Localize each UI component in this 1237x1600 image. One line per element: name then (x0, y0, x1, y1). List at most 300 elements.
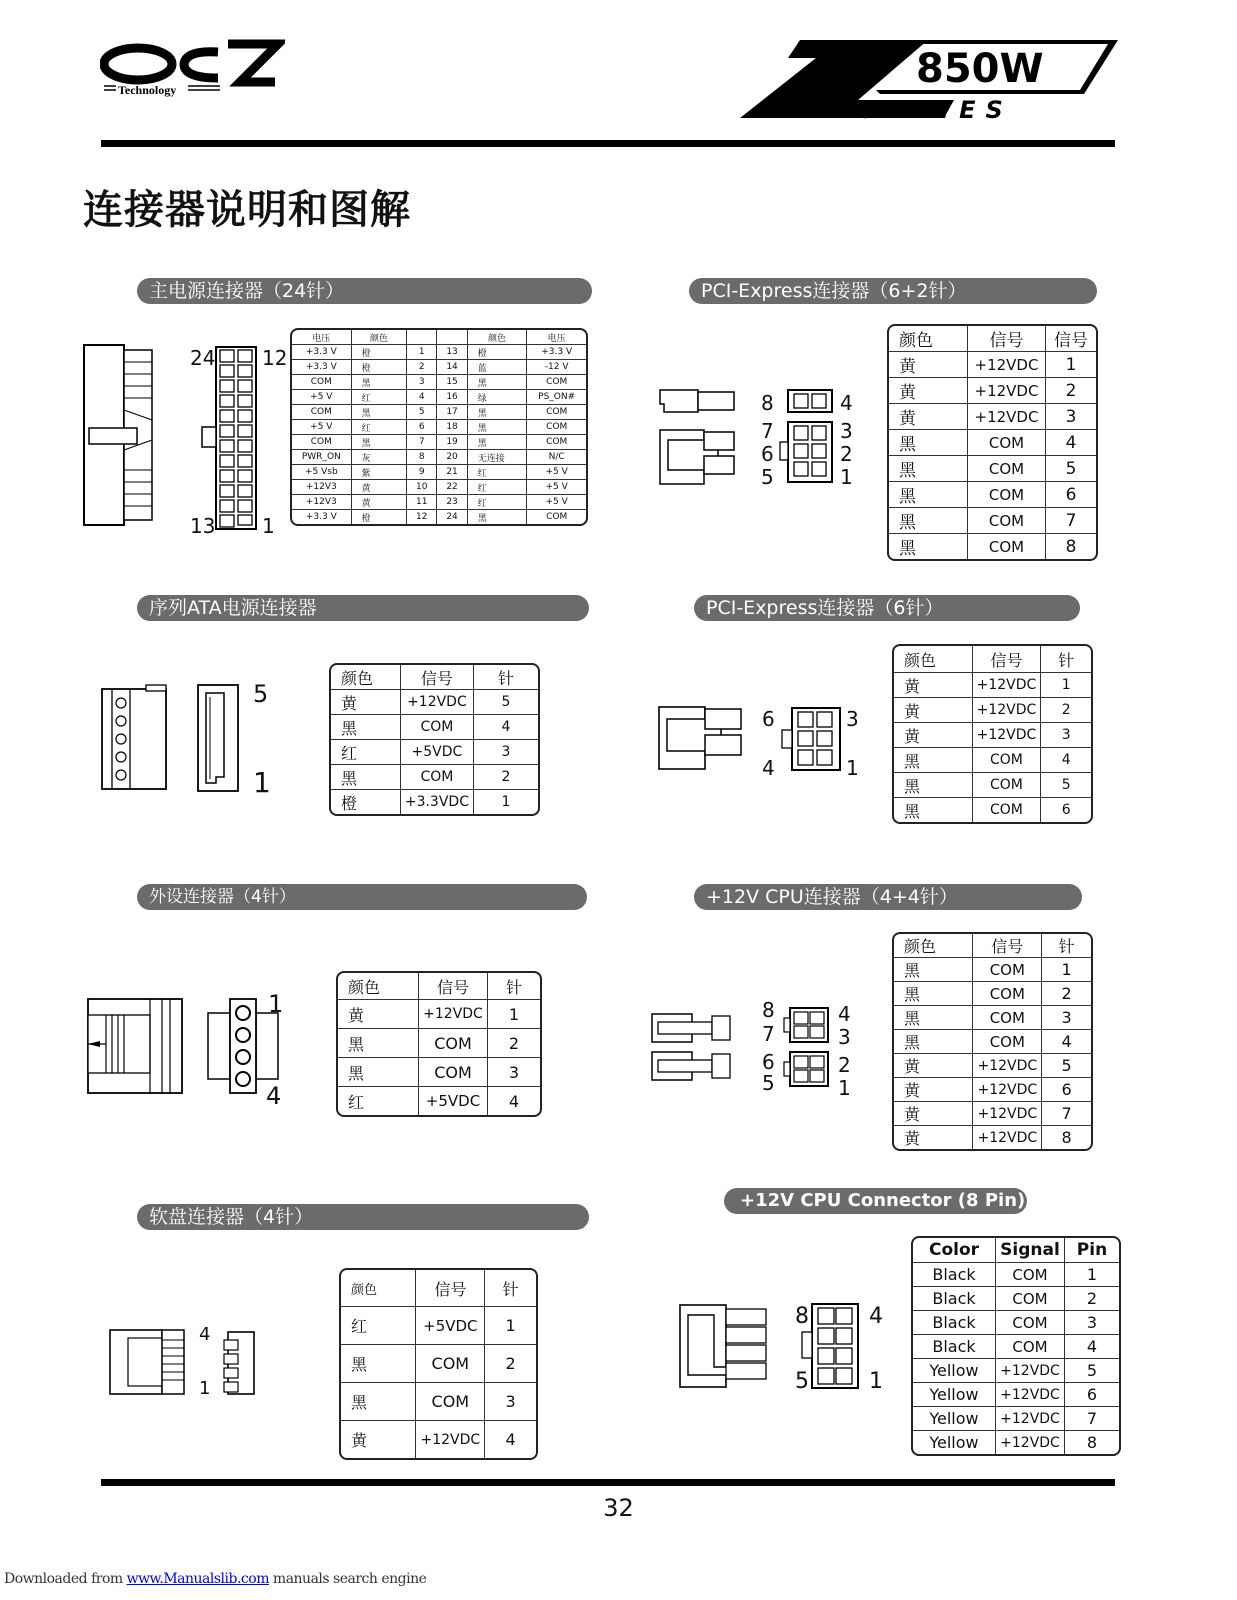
table-cell: 红 (338, 1087, 419, 1115)
table-cell: COM (973, 748, 1042, 773)
svg-text:Technology: Technology (118, 83, 177, 97)
table-cell: 3 (407, 375, 437, 390)
pin-label: 1 (262, 514, 275, 538)
table-row (292, 390, 586, 405)
table-cell: +3.3 V (292, 510, 352, 524)
table-row (292, 375, 586, 390)
table-cell: N/C (527, 450, 586, 465)
table-cell: 黑 (338, 1058, 419, 1087)
table-cell: +12VDC (416, 1421, 485, 1458)
table-row (913, 1263, 1119, 1287)
table-cell: Black (913, 1263, 996, 1287)
table-header-row (894, 646, 1091, 673)
table-cell: 24 (437, 510, 467, 524)
section-title-cpu-4p4: +12V CPU连接器（4+4针） (694, 884, 1082, 910)
table-cell: 5 (1042, 1054, 1091, 1078)
table-cell: COM (996, 1311, 1065, 1335)
pin-label: 4 (199, 1324, 211, 1345)
table-cell: Yellow (913, 1359, 996, 1383)
table-header-cell: 针 (474, 665, 538, 690)
table-cell: COM (996, 1287, 1065, 1311)
table-cell: COM (527, 420, 586, 435)
table-cell: 红 (341, 1307, 416, 1345)
table-cell: 黄 (352, 480, 407, 495)
table-cell: COM (527, 435, 586, 450)
table-cell: COM (968, 456, 1046, 482)
table-cell: +5 V (527, 465, 586, 480)
table-row (889, 404, 1096, 430)
table-cell: 4 (407, 390, 437, 405)
pin-label: 2 (838, 1053, 851, 1077)
table-cell: +12VDC (973, 698, 1042, 723)
cpu-8-pinout-table (911, 1236, 1121, 1456)
table-cell: 黑 (352, 435, 407, 450)
pin-label: 1 (199, 1378, 211, 1399)
cpu-8-side-icon (678, 1303, 770, 1389)
table-cell: 20 (437, 450, 467, 465)
table-header-cell: 信号 (968, 326, 1046, 352)
table-cell: 黑 (894, 1030, 973, 1054)
table-cell: 黑 (331, 715, 401, 740)
table-cell: COM (419, 1029, 488, 1058)
pin-label: 3 (840, 419, 853, 443)
table-row (889, 456, 1096, 482)
table-cell: 黄 (894, 1126, 973, 1149)
section-title-main-power: 主电源连接器（24针） (137, 278, 592, 304)
table-row (331, 790, 538, 814)
table-cell: COM (968, 482, 1046, 508)
atx-24pin-face-icon (200, 345, 258, 531)
table-row (894, 673, 1091, 698)
table-cell: COM (996, 1335, 1065, 1359)
table-cell: +5 V (527, 480, 586, 495)
table-cell: 1 (485, 1307, 536, 1345)
table-cell: 18 (437, 420, 467, 435)
table-cell: 红 (331, 740, 401, 765)
table-cell: 黑 (889, 534, 968, 559)
pin-label: 6 (762, 1050, 775, 1074)
table-header-cell: 电压 (292, 330, 352, 345)
svg-text:SERIES: SERIES (858, 96, 1013, 124)
table-header-cell: 信号 (416, 1270, 485, 1307)
table-cell: 红 (352, 390, 407, 405)
table-row (292, 480, 586, 495)
table-cell: 紫 (352, 465, 407, 480)
footer-rule (101, 1479, 1115, 1486)
peripheral-side-icon (86, 997, 188, 1097)
table-row (889, 534, 1096, 559)
table-cell: +5 V (527, 495, 586, 510)
table-cell: 7 (1065, 1407, 1119, 1431)
pin-label: 2 (840, 442, 853, 466)
table-cell: COM (546, 512, 568, 522)
table-cell: 5 (1065, 1359, 1119, 1383)
pin-label: 5 (253, 680, 269, 708)
table-header-cell: 颜色 (889, 326, 968, 352)
table-cell: 黑 (894, 798, 973, 822)
table-cell: +3.3 V (292, 345, 352, 360)
table-header-cell: 颜色 (352, 330, 407, 345)
table-cell: 4 (1046, 430, 1096, 456)
pcie-6p2-pinout-table (887, 324, 1098, 561)
table-cell: 2 (1046, 378, 1096, 404)
table-row (889, 508, 1096, 534)
table-cell: COM (968, 430, 1046, 456)
table-row (292, 360, 586, 375)
table-cell: Black (913, 1311, 996, 1335)
table-cell: 2 (407, 360, 437, 375)
pin-label: 4 (762, 756, 775, 780)
table-cell: COM (416, 1345, 485, 1383)
table-cell: 8 (407, 450, 437, 465)
table-row (894, 958, 1091, 982)
table-cell: COM (996, 1263, 1065, 1287)
table-row (338, 1000, 540, 1029)
table-cell: +3.3 V (527, 345, 586, 360)
sata-pinout-table (329, 663, 540, 816)
table-cell: 黑 (468, 510, 528, 524)
table-cell: +3.3 V (292, 360, 352, 375)
table-row (331, 740, 538, 765)
table-cell: +5 V (292, 420, 352, 435)
table-cell: 绿 (468, 390, 528, 405)
table-cell: 4 (1065, 1335, 1119, 1359)
section-title-pcie-6: PCI-Express连接器（6针） (694, 595, 1080, 621)
table-cell: COM (401, 765, 474, 790)
table-cell: 黑 (889, 456, 968, 482)
table-cell: 黄 (889, 352, 968, 378)
table-cell: 4 (505, 1430, 516, 1449)
table-cell: +3.3VDC (401, 790, 474, 814)
table-cell: +12VDC (973, 723, 1042, 748)
pin-label: 7 (762, 1022, 775, 1046)
table-cell: 4 (1041, 748, 1091, 773)
table-cell: 1 (1046, 352, 1096, 378)
table-row (338, 1058, 540, 1087)
table-cell: +12VDC (996, 1431, 1065, 1454)
table-cell: +12V3 (292, 495, 352, 510)
table-header-cell: 电压 (527, 330, 586, 345)
table-cell: 黄 (894, 698, 973, 723)
table-cell: 1 (1065, 1263, 1119, 1287)
table-cell: COM (973, 773, 1042, 798)
page-title: 连接器说明和图解 (83, 187, 411, 233)
table-row (913, 1383, 1119, 1407)
table-cell: 橙 (468, 345, 528, 360)
table-cell: 黑 (468, 405, 528, 420)
table-cell: +12VDC (968, 352, 1046, 378)
table-cell: COM (419, 1058, 488, 1087)
table-cell: 17 (437, 405, 467, 420)
table-cell: 黑 (894, 982, 973, 1006)
table-cell: 8 (1061, 1128, 1072, 1147)
table-cell: Yellow (913, 1431, 996, 1454)
table-row (331, 690, 538, 715)
table-cell: 无连接 (468, 450, 528, 465)
table-row (292, 420, 586, 435)
table-cell: 13 (437, 345, 467, 360)
table-cell: 16 (437, 390, 467, 405)
table-header-row (292, 330, 586, 345)
pin-label: 4 (869, 1304, 883, 1329)
pin-label: 4 (838, 1002, 851, 1026)
pcie-6p2-side-icon (658, 388, 738, 488)
pin-label: 1 (253, 766, 271, 799)
table-cell: 黑 (889, 508, 968, 534)
table-cell: +12V3 (292, 480, 352, 495)
table-cell: COM (968, 534, 1046, 559)
table-cell: 黄 (894, 1078, 973, 1102)
table-cell: 21 (437, 465, 467, 480)
table-header-row (338, 973, 540, 1000)
pin-label: 5 (762, 1071, 775, 1095)
pin-label: 1 (268, 990, 284, 1018)
table-row (894, 1078, 1091, 1102)
pin-label: 4 (266, 1082, 282, 1110)
table-cell: 黑 (889, 430, 968, 456)
pin-label: 6 (761, 442, 774, 466)
table-cell: 4 (508, 1091, 520, 1111)
table-cell: COM (292, 405, 352, 420)
table-cell: +12VDC (973, 1102, 1042, 1126)
pcie-6-side-icon (657, 705, 747, 771)
ocz-technology-logo (100, 38, 285, 108)
table-row (338, 1029, 540, 1058)
footer-prefix: Downloaded from (4, 1571, 127, 1587)
table-row (913, 1335, 1119, 1359)
table-row (331, 715, 538, 740)
table-cell: Black (913, 1335, 996, 1359)
table-cell: COM (527, 375, 586, 390)
pin-label: 8 (761, 391, 774, 415)
pin-label: 8 (762, 998, 775, 1022)
table-cell: 19 (437, 435, 467, 450)
table-cell: COM (968, 508, 1046, 534)
pin-label: 3 (838, 1025, 851, 1049)
cpu-8-face-icon (800, 1302, 862, 1392)
table-cell: 15 (437, 375, 467, 390)
table-header-cell: 针 (1042, 934, 1091, 958)
page-number: 32 (603, 1494, 634, 1522)
section-title-peripheral: 外设连接器（4针） (137, 884, 587, 910)
pcie-6-pinout-table (892, 644, 1093, 824)
table-header-cell: 信号 (401, 665, 474, 690)
download-footer (4, 1571, 426, 1587)
table-header-row (331, 665, 538, 690)
table-row (292, 510, 586, 524)
floppy-pinout-table (339, 1268, 538, 1460)
table-cell: +12VDC (996, 1359, 1065, 1383)
manualslib-link[interactable]: www.Manualslib.com (126, 1571, 269, 1587)
table-cell: +12VDC (419, 1000, 488, 1029)
table-cell: 6 (1046, 482, 1096, 508)
table-cell: 2 (488, 1029, 540, 1058)
table-row (889, 430, 1096, 456)
pin-label: 4 (840, 391, 853, 415)
table-cell: 1 (1042, 958, 1091, 982)
table-cell: 22 (437, 480, 467, 495)
table-cell: 黄 (894, 723, 973, 748)
table-row (341, 1383, 536, 1421)
table-row (913, 1287, 1119, 1311)
table-cell: 3 (485, 1383, 536, 1421)
table-row (292, 495, 586, 510)
table-cell: 8 (1065, 536, 1077, 557)
table-cell: 黄 (331, 690, 401, 715)
table-row (894, 698, 1091, 723)
table-cell: 黑 (341, 1345, 416, 1383)
floppy-side-icon (108, 1326, 188, 1398)
table-cell: +5VDC (419, 1087, 488, 1115)
atx-24pin-side-icon (83, 340, 155, 532)
table-cell: +12VDC (401, 690, 474, 715)
table-cell: 11 (407, 495, 437, 510)
table-cell: 黑 (331, 765, 401, 790)
table-cell: 4 (474, 715, 538, 740)
table-header-cell: Color (913, 1238, 996, 1263)
sata-side-icon (100, 683, 170, 793)
table-header-cell: 信号 (973, 934, 1042, 958)
table-cell: COM (973, 958, 1042, 982)
table-cell: 黑 (894, 748, 973, 773)
table-cell: COM (973, 1006, 1042, 1030)
table-cell: 黑 (468, 435, 528, 450)
table-cell: 5 (1046, 456, 1096, 482)
table-cell: 10 (407, 480, 437, 495)
table-cell: 1 (501, 794, 511, 810)
table-cell: 7 (1042, 1102, 1091, 1126)
table-cell: 黄 (894, 673, 973, 698)
table-row (894, 723, 1091, 748)
table-cell: 黄 (894, 1102, 973, 1126)
table-cell: 黑 (468, 375, 528, 390)
table-row (894, 1030, 1091, 1054)
table-cell: +12VDC (996, 1383, 1065, 1407)
table-row (894, 1102, 1091, 1126)
table-cell: 黑 (341, 1383, 416, 1421)
table-cell: PS_ON# (527, 390, 586, 405)
peripheral-pinout-table (336, 971, 542, 1117)
table-header-row (889, 326, 1096, 352)
table-cell: 黑 (352, 375, 407, 390)
table-header-cell: 信号 (419, 973, 488, 1000)
table-cell: 7 (1046, 508, 1096, 534)
pin-label: 1 (846, 756, 859, 780)
pin-label: 1 (840, 465, 853, 489)
section-title-pcie-6p2: PCI-Express连接器（6+2针） (689, 278, 1097, 304)
table-row (341, 1307, 536, 1345)
table-cell: +5VDC (416, 1307, 485, 1345)
table-row (331, 765, 538, 790)
table-cell: 1 (407, 345, 437, 360)
table-cell: COM (973, 798, 1042, 822)
table-cell: +12VDC (973, 673, 1042, 698)
table-cell: 23 (437, 495, 467, 510)
table-header-cell: 颜色 (894, 934, 973, 958)
table-row (292, 465, 586, 480)
table-header-row (341, 1270, 536, 1307)
table-cell: 2 (474, 765, 538, 790)
table-header-cell: 针 (1041, 646, 1091, 673)
pin-label: 12 (262, 346, 288, 370)
sata-face-icon (196, 683, 242, 795)
svg-text:850W: 850W (916, 46, 1044, 92)
table-cell: +12VDC (968, 378, 1046, 404)
main-power-pinout-table (290, 328, 588, 526)
header-rule (101, 140, 1115, 147)
table-cell: 3 (1046, 404, 1096, 430)
table-cell: +12VDC (973, 1126, 1042, 1149)
table-row (292, 435, 586, 450)
table-row (894, 798, 1091, 822)
table-cell: 黑 (338, 1029, 419, 1058)
table-cell: 黄 (889, 404, 968, 430)
table-cell: 黑 (894, 773, 973, 798)
table-cell: 黑 (468, 420, 528, 435)
table-cell: COM (973, 982, 1042, 1006)
table-cell: Yellow (913, 1407, 996, 1431)
table-header-cell: Signal (996, 1238, 1065, 1263)
footer-suffix: manuals search engine (268, 1571, 427, 1587)
table-cell: 3 (488, 1058, 540, 1087)
table-cell: 橙 (352, 360, 407, 375)
table-header-cell: 颜色 (468, 330, 528, 345)
table-header-cell (437, 330, 467, 345)
table-header-row (913, 1238, 1119, 1263)
table-cell: 7 (407, 435, 437, 450)
pin-label: 5 (795, 1369, 809, 1394)
table-cell: COM (973, 1030, 1042, 1054)
pin-label: 24 (190, 346, 216, 370)
table-header-cell: 颜色 (894, 646, 973, 673)
table-cell: COM (292, 435, 352, 450)
section-title-sata: 序列ATA电源连接器 (137, 595, 589, 621)
table-row (913, 1359, 1119, 1383)
table-cell: 8 (1086, 1433, 1098, 1452)
table-cell: +5 V (292, 390, 352, 405)
table-cell: 1 (1041, 673, 1091, 698)
table-cell: 12 (407, 510, 437, 524)
table-cell: 2 (1042, 982, 1091, 1006)
table-cell: Black (913, 1287, 996, 1311)
table-row (913, 1311, 1119, 1335)
cpu-4p4-side-icon (650, 1010, 734, 1084)
pin-label: 1 (838, 1076, 851, 1100)
table-cell: +12VDC (973, 1078, 1042, 1102)
pin-label: 7 (761, 419, 774, 443)
table-row (889, 378, 1096, 404)
table-header-cell: 信号 (973, 646, 1042, 673)
table-cell: 红 (468, 465, 528, 480)
table-header-cell: 信号 (1046, 326, 1096, 352)
table-cell: 蓝 (468, 360, 528, 375)
pin-label: 1 (869, 1369, 883, 1394)
pin-label: 3 (846, 707, 859, 731)
cpu-4p4-face-icon (780, 1006, 832, 1088)
table-cell: +5 Vsb (292, 465, 352, 480)
table-row (894, 982, 1091, 1006)
table-cell: 1 (488, 1000, 540, 1029)
table-header-row (894, 934, 1091, 958)
table-row (341, 1345, 536, 1383)
table-row (913, 1407, 1119, 1431)
table-row (338, 1087, 540, 1115)
table-cell: 2 (485, 1345, 536, 1383)
floppy-face-icon (222, 1330, 258, 1396)
table-cell: 黄 (338, 1000, 419, 1029)
table-cell: 黑 (352, 405, 407, 420)
z-series-logo (740, 38, 1120, 124)
